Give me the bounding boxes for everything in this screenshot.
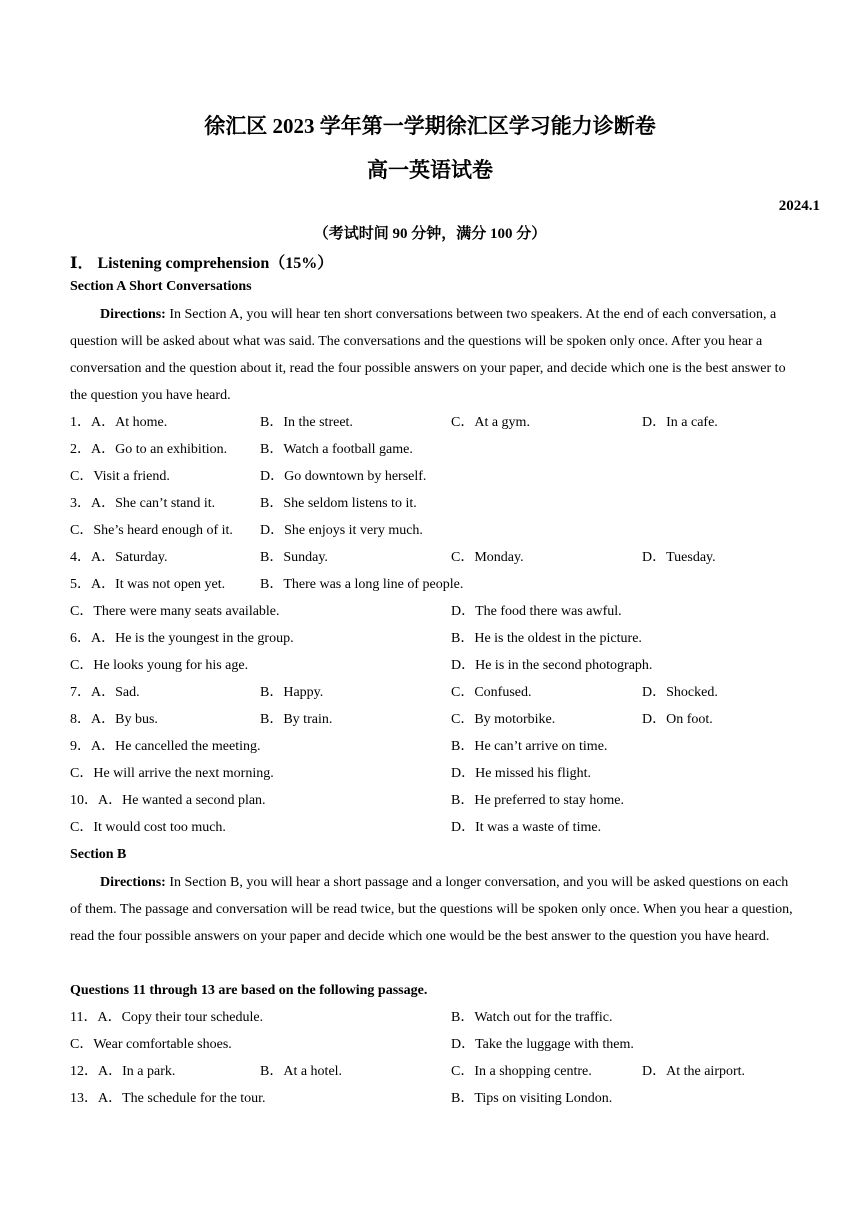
answer-option: 9．A．He cancelled the meeting. [70,739,261,754]
answer-option: B．By train. [260,712,333,727]
answer-option: 8．A．By bus. [70,712,158,727]
answer-option: D．Go downtown by herself. [260,469,427,484]
directions-text: In Section B, you will hear a short passage and a longer conversation, and you will be asked questions on each of them. The passage and conversation will be read twice, but the questions will be spoken only once. When you hear a question, read the four possible answers on your paper and decide which one would be the best answer to the question you have heard. [70,875,793,944]
question-row [70,733,800,760]
section-a-directions [70,301,794,409]
answer-option: B．Tips on visiting London. [451,1091,613,1106]
question-row [70,1031,800,1058]
answer-option: D．Take the luggage with them. [451,1037,634,1052]
answer-option: B．He can’t arrive on time. [451,739,608,754]
question-row [70,490,800,517]
answer-option: B．Watch out for the traffic. [451,1010,613,1025]
question-row [70,706,800,733]
directions-label: Directions: [100,875,166,890]
answer-option: D．On foot. [642,712,713,727]
exam-date: 2024.1 [778,198,820,214]
question-row [70,436,800,463]
answer-option: 10．A．He wanted a second plan. [70,793,266,808]
question-row [70,544,800,571]
section-a-title: Section A Short Conversations [70,279,252,294]
answer-option: C．By motorbike. [451,712,556,727]
answer-option: D．In a cafe. [642,415,718,430]
answer-option: D．It was a waste of time. [451,820,602,835]
question-row [70,409,800,436]
answer-option: C．At a gym. [451,415,530,430]
answer-option: C．He looks young for his age. [70,658,249,673]
answer-option: 6．A．He is the youngest in the group. [70,631,294,646]
answer-option: C．Wear comfortable shoes. [70,1037,232,1052]
answer-option: 11．A．Copy their tour schedule. [70,1010,264,1025]
question-row [70,760,800,787]
directions-text: In Section A, you will hear ten short conversations between two speakers. At the end of each conversation, a question will be asked about what was said. The conversations and the questions will be spoken only once. After you hear a conversation and the question about it, read the four possible answers on your paper, and decide which one is the best answer to the question you have heard. [70,307,786,403]
answer-option: B．He is the oldest in the picture. [451,631,642,646]
exam-title: 徐汇区 2023 学年第一学期徐汇区学习能力诊断卷 [204,114,656,138]
answer-option: C．In a shopping centre. [451,1064,592,1079]
part-heading: Ⅰ． Listening comprehension（15%） [70,255,334,272]
section-a-questions [70,409,800,841]
question-row [70,814,800,841]
question-row [70,463,800,490]
answer-option: 5．A．It was not open yet. [70,577,226,592]
answer-option: 1．A．At home. [70,415,168,430]
answer-option: B．He preferred to stay home. [451,793,624,808]
question-row [70,598,800,625]
answer-option: C．Confused. [451,685,532,700]
answer-option: B．At a hotel. [260,1064,343,1079]
answer-option: B．There was a long line of people. [260,577,464,592]
answer-option: 3．A．She can’t stand it. [70,496,216,511]
exam-time-note: （考试时间 90 分钟，满分 100 分） [313,226,547,242]
section-b-directions [70,869,794,950]
answer-option: C．She’s heard enough of it. [70,523,233,538]
question-row [70,787,800,814]
answer-option: 2．A．Go to an exhibition. [70,442,228,457]
answer-option: D．She enjoys it very much. [260,523,423,538]
answer-option: D．At the airport. [642,1064,746,1079]
answer-option: C．There were many seats available. [70,604,280,619]
answer-option: B．Happy. [260,685,324,700]
passage-note: Questions 11 through 13 are based on the following passage. [70,983,428,998]
question-row [70,1085,800,1112]
section-b-title: Section B [70,847,127,862]
answer-option: B．Watch a football game. [260,442,413,457]
answer-option: B．Sunday. [260,550,328,565]
question-row [70,679,800,706]
answer-option: 12．A．In a park. [70,1064,176,1079]
answer-option: D．He is in the second photograph. [451,658,653,673]
answer-option: C．He will arrive the next morning. [70,766,274,781]
question-row [70,571,800,598]
exam-subtitle: 高一英语试卷 [367,158,493,182]
answer-option: C．Monday. [451,550,524,565]
answer-option: C．Visit a friend. [70,469,170,484]
answer-option: B．She seldom listens to it. [260,496,417,511]
question-row [70,652,800,679]
answer-option: D．Shocked. [642,685,718,700]
answer-option: 13．A．The schedule for the tour. [70,1091,266,1106]
answer-option: B．In the street. [260,415,353,430]
section-b-questions [70,1004,800,1112]
answer-option: C．It would cost too much. [70,820,226,835]
answer-option: D．Tuesday. [642,550,716,565]
answer-option: D．The food there was awful. [451,604,622,619]
question-row [70,625,800,652]
directions-label: Directions: [100,307,166,322]
question-row [70,1058,800,1085]
answer-option: 4．A．Saturday. [70,550,168,565]
answer-option: 7．A．Sad. [70,685,140,700]
question-row [70,1004,800,1031]
question-row [70,517,800,544]
answer-option: D．He missed his flight. [451,766,591,781]
